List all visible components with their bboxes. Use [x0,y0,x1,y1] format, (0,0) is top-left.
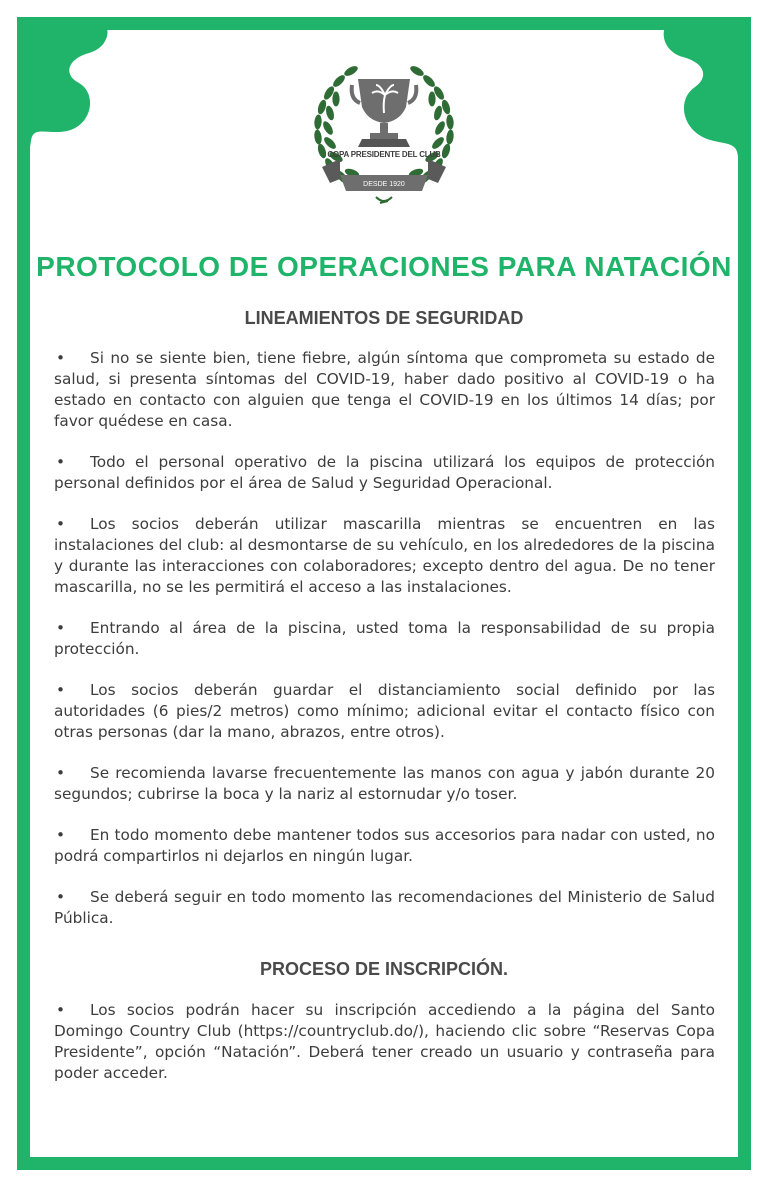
registration-list [54,1000,715,1104]
logo-ribbon-text: DESDE 1920 [363,181,405,188]
safety-guidelines-list [54,348,715,949]
laurel-wreath-icon [300,55,468,215]
list-item: • Los socios podrán hacer su inscripción accediendo a la página del Santo Domingo Country Club (https://countryclub.do/), haciendo clic sobre “Reservas Copa Presidente”, opción “Natación”. Deberá tener creado un usuario y contraseña para poder acceder. [54,1001,715,1082]
corner-wave-right [651,17,751,167]
logo-name: COPA PRESIDENTE DEL CLUB [327,150,441,159]
list-item: • Se recomienda lavarse frecuentemente las manos con agua y jabón durante 20 segundos; cubrirse la boca y la nariz al estornudar y/o toser. [54,764,715,803]
section-heading-seguridad: LINEAMIENTOS DE SEGURIDAD [244,308,524,328]
list-item: • En todo momento debe mantener todos sus accesorios para nadar con usted, no podrá compartirlos ni dejarlos en ningún lugar. [54,826,715,865]
list-item: • Todo el personal operativo de la piscina utilizará los equipos de protección personal definidos por el área de Salud y Seguridad Operacional. [54,453,715,492]
list-item: • Se deberá seguir en todo momento las recomendaciones del Ministerio de Salud Pública. [54,888,715,927]
list-item: • Entrando al área de la piscina, usted toma la responsabilidad de su propia protección. [54,619,715,658]
corner-wave-left [17,17,117,147]
list-item: • Los socios deberán guardar el distanciamiento social definido por las autoridades (6 pies/2 metros) como mínimo; adicional evitar el contacto físico con otras personas (dar la mano, abrazos, entre otros). [54,681,715,741]
list-item: • Si no se siente bien, tiene fiebre, algún síntoma que comprometa su estado de salud, si presenta síntomas del COVID-19, haber dado positivo al COVID-19 o ha estado en contacto con alguien que tenga el COVID-19 en los últimos 14 días; por favor quédese en casa. [54,349,715,430]
copa-presidente-logo [300,55,468,215]
list-item: • Los socios deberán utilizar mascarilla mientras se encuentren en las instalaciones del club: al desmontarse de su vehículo, en los alrededores de la piscina y durante las interacciones con colaboradores; excepto dentro del agua. De no tener mascarilla, no se les permitirá el acceso a las instalaciones. [54,515,715,596]
trophy-icon [352,79,417,147]
section-heading-inscripcion: PROCESO DE INSCRIPCIÓN. [259,959,509,979]
page-title: PROTOCOLO DE OPERACIONES PARA NATACIÓN [36,251,732,282]
